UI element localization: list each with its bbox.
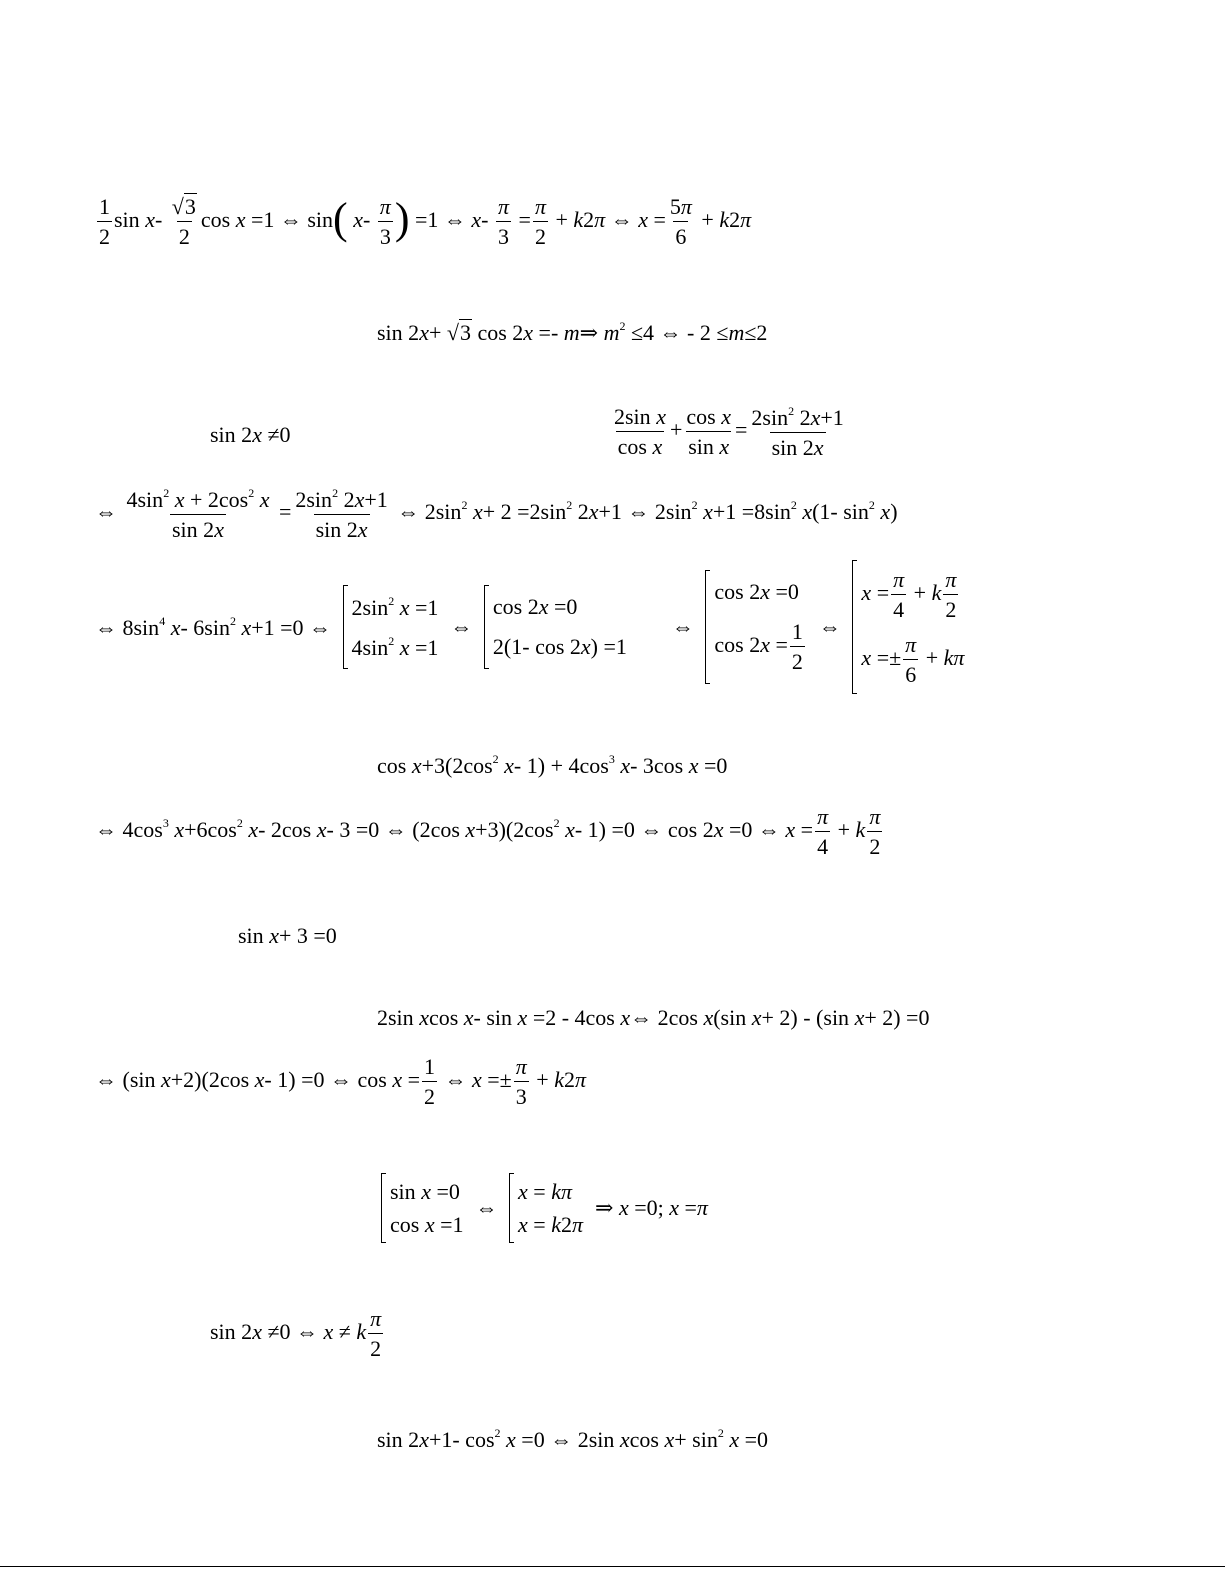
equation-line-2: sin 2x+ √3 cos 2x =- m⇒ $m^2 \le 4$ ⇔ - 2 ≤m≤2 (377, 319, 768, 345)
equation-line-6: $\cos x+3(2\cos^2$ x- $1) + 4\cos^3$ x- 3cos x =0 (377, 752, 728, 778)
equation-line-3a: sin 2x ≠0 (210, 422, 291, 447)
equation-line-7: ⇔ $4\cos^3$ $x+6\cos^2$ x- 2cos x- 3 =0 ⇔ (2cos $x+3)(2\cos^2$ x- 1) =0 ⇔ cos 2x =0 ⇔ x = $\frac{\pi}{4}$ + k $\frac{\pi}{2}$ (95, 804, 881, 859)
equation-line-1: $\frac{1}{2}$ sin x- $\frac{√3}{2}$ cos x =1 ⇔ sin( x- $\frac{\pi}{3}$ ) =1 ⇔ x- $\frac{\pi}{3}$ = $\frac{\pi}{2}$ + k2π ⇔ x = $\frac{5\pi}{6}$ + k2π (99, 194, 752, 249)
equation-line-12: sin 2x ≠0 ⇔ x ≠ k $\frac{\pi}{2}$ (210, 1306, 382, 1361)
equation-line-10: ⇔ (sin x+2)(2cos x- 1) =0 ⇔ cos x = $\frac{1}{2}$ ⇔ x =± $\frac{\pi}{3}$ + k2π (95, 1054, 586, 1109)
equation-line-13: sin 2x+1- $\cos^2 x =0$ ⇔ 2sin xcos $x+ \sin^2 x =0$ (377, 1426, 769, 1452)
equation-line-11: sin x =0 cos x =1 ⇔ x = kπ x = k2π ⇒ x =0; x =π (375, 1173, 708, 1243)
fraction: $\frac{√3}{2}$ (171, 194, 196, 249)
equation-line-8: sin x+ 3 =0 (238, 923, 337, 948)
bottom-rule (0, 1566, 1225, 1567)
fraction: $\frac{1}{2}$ (99, 194, 110, 249)
equation-line-5: ⇔ $8\sin^4$ x- $6\sin^2$ x+1 =0 ⇔ $2\sin^2$ x =1 $4\sin^2$ x =1 ⇔ cos 2x =0 2(1- cos 2x) =1 ⇔ cos 2x =0 cos 2x = $\frac{1}{2}$ ⇔ x = $\frac{\pi}{4}$ + k $\frac{\pi}{2}$ x =± $\frac{\pi}{6}$ + kπ (95, 560, 976, 694)
equation-line-9: 2sin xcos x- sin x =2 - 4cos x⇔ 2cos x(sin x+ 2) - (sin x+ 2) =0 (377, 1005, 930, 1030)
equation-line-3b: $\frac{\text{2sin x}}{\text{cos x}}$ + $\frac{\text{cos x}}{\text{sin x}}$ = $\frac{2\sin^2 2x+1}{\sin 2x}$ (614, 404, 844, 460)
equation-line-4: ⇔ $\frac{4\sin^2 x + 2\cos^2 x}{\sin 2x}$ = $\frac{2\sin^2 2x+1}{\sin 2x}$ ⇔ $2\sin^2$ $x+ 2 =2\sin^2$ 2x+1 ⇔ $2\sin^2$ $x+1 =8\sin^2$ x(1- $\sin^2 x$) (95, 486, 898, 542)
